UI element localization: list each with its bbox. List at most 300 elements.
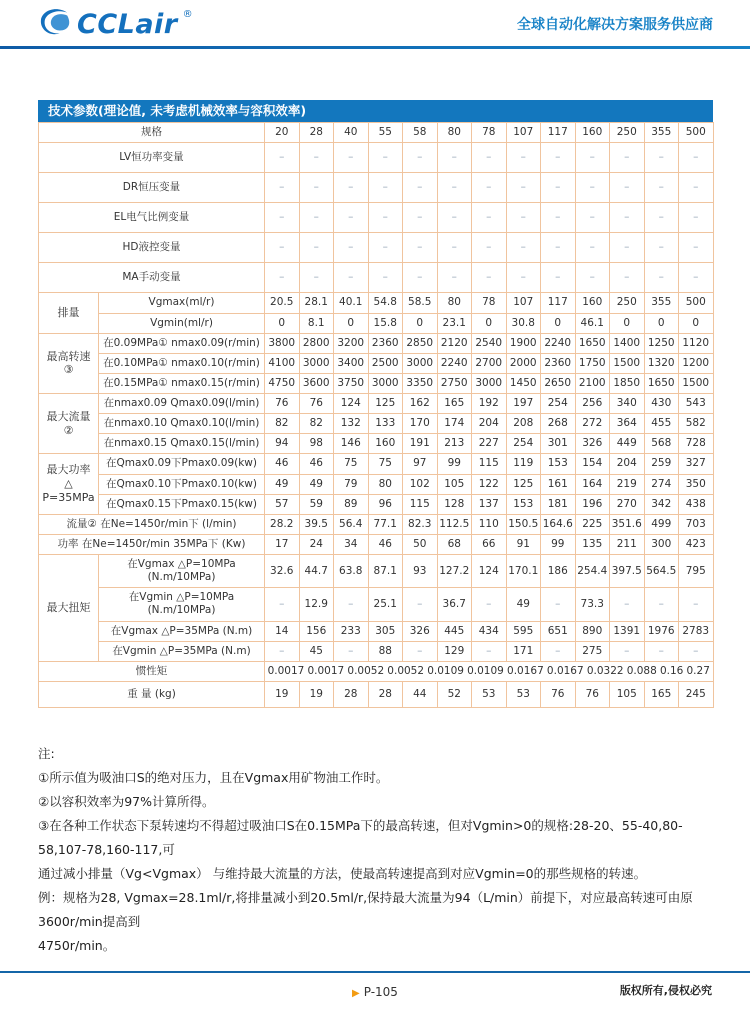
value-text: 0.0109 [427, 664, 464, 677]
value-cell: 96 [368, 494, 403, 514]
value-cell: 342 [644, 494, 679, 514]
value-cell: – [644, 641, 679, 661]
value-cell: – [299, 172, 334, 202]
row-label-cell: 惯性矩 [39, 661, 265, 681]
value-cell: – [472, 203, 507, 233]
value-cell: 355 [644, 122, 679, 142]
value-cell: 1976 [644, 621, 679, 641]
row-label-cell: 在nmax0.15 Qmax0.15(l/min) [99, 434, 265, 454]
page-number [352, 985, 398, 999]
table-row [39, 621, 714, 641]
value-cell: 78 [472, 293, 507, 313]
row-label-cell: Vgmax(ml/r) [99, 293, 265, 313]
table-row [39, 313, 714, 333]
value-cell: 174 [437, 414, 472, 434]
row-label-cell: 在0.09MPa① nmax0.09(r/min) [99, 333, 265, 353]
value-cell: – [334, 641, 369, 661]
value-cell: 500 [679, 122, 714, 142]
value-cell: 582 [679, 414, 714, 434]
value-cell: – [575, 142, 610, 172]
row-label-cell: 功率 在Ne=1450r/min 35MPa下 (Kw) [39, 534, 265, 554]
table-row [39, 263, 714, 293]
value-cell: 91 [506, 534, 541, 554]
value-cell: 164 [575, 474, 610, 494]
value-cell: 2783 [679, 621, 714, 641]
value-cell: 0 [265, 313, 300, 333]
value-cell: 211 [610, 534, 645, 554]
value-cell: 543 [679, 394, 714, 414]
row-label-cell: 重 量 (kg) [39, 681, 265, 707]
value-cell: 88 [368, 641, 403, 661]
value-cell: – [299, 203, 334, 233]
value-cell: 115 [403, 494, 438, 514]
value-cell: 327 [679, 454, 714, 474]
value-cell: – [506, 263, 541, 293]
value-cell: 430 [644, 394, 679, 414]
value-cell: 19 [299, 681, 334, 707]
value-cell: 124 [334, 394, 369, 414]
value-cell: 225 [575, 514, 610, 534]
value-cell: 2240 [437, 353, 472, 373]
row-label-cell: LV恒功率变量 [39, 142, 265, 172]
value-cell: 34 [334, 534, 369, 554]
value-cell: 256 [575, 394, 610, 414]
value-cell: 1200 [679, 353, 714, 373]
value-cell: – [265, 641, 300, 661]
value-text: 0.0322 [586, 664, 624, 677]
value-cell: 0 [541, 313, 576, 333]
page-marker-icon: ▶ [352, 988, 360, 999]
row-label-cell: 在Vgmin △P=10MPa (N.m/10MPa) [99, 588, 265, 621]
value-cell: 117 [541, 293, 576, 313]
value-cell: – [541, 588, 576, 621]
value-cell: 25.1 [368, 588, 403, 621]
value-cell: 254.4 [575, 555, 610, 588]
value-cell: 137 [472, 494, 507, 514]
value-cell: 326 [575, 434, 610, 454]
value-cell: – [644, 233, 679, 263]
table-row [39, 494, 714, 514]
value-cell: 58.5 [403, 293, 438, 313]
value-cell: 30.8 [506, 313, 541, 333]
value-cell: – [679, 641, 714, 661]
value-cell: – [541, 233, 576, 263]
value-cell: 75 [334, 454, 369, 474]
value-cell: 12.9 [299, 588, 334, 621]
value-cell: 795 [679, 555, 714, 588]
cclair-logo [38, 7, 193, 41]
value-cell: – [506, 142, 541, 172]
value-cell: – [644, 263, 679, 293]
table-row [39, 555, 714, 588]
row-label-cell: 在nmax0.10 Qmax0.10(l/min) [99, 414, 265, 434]
footer-row [0, 973, 750, 1000]
value-cell: 3750 [334, 373, 369, 393]
value-cell: 434 [472, 621, 507, 641]
value-cell: 1400 [610, 333, 645, 353]
note-line: 4750r/min。 [38, 938, 116, 953]
row-label-cell: MA手动变量 [39, 263, 265, 293]
value-cell: 2700 [472, 353, 507, 373]
row-label-cell: 在Vgmax △P=35MPa (N.m) [99, 621, 265, 641]
value-cell: 4100 [265, 353, 300, 373]
value-cell: – [679, 263, 714, 293]
row-label-cell: 流量② 在Ne=1450r/min下 (l/min) [39, 514, 265, 534]
value-cell: 80 [368, 474, 403, 494]
value-cell: – [679, 588, 714, 621]
table-row [39, 394, 714, 414]
value-cell: 102 [403, 474, 438, 494]
row-label-cell: 在nmax0.09 Qmax0.09(l/min) [99, 394, 265, 414]
value-cell: 270 [610, 494, 645, 514]
value-cell: 44 [403, 681, 438, 707]
value-cell: 274 [644, 474, 679, 494]
table-row [39, 172, 714, 202]
value-cell: 122 [472, 474, 507, 494]
value-cell: – [679, 142, 714, 172]
note-line: 注: [38, 746, 55, 761]
value-cell: 32.6 [265, 555, 300, 588]
table-row [39, 588, 714, 621]
row-label-cell: 在0.10MPa① nmax0.10(r/min) [99, 353, 265, 373]
table-row [39, 373, 714, 393]
value-cell: 1900 [506, 333, 541, 353]
technical-parameters-table [38, 122, 714, 708]
value-cell: 233 [334, 621, 369, 641]
row-label-cell: DR恒压变量 [39, 172, 265, 202]
value-cell: 351.6 [610, 514, 645, 534]
value-cell: 75 [368, 454, 403, 474]
value-cell: 57 [265, 494, 300, 514]
group-label-cell: 最大流量② [39, 394, 99, 454]
value-cell: 54.8 [368, 293, 403, 313]
value-cell: – [610, 203, 645, 233]
value-cell: 3400 [334, 353, 369, 373]
spec-table-section [38, 100, 713, 708]
value-cell: 40 [334, 122, 369, 142]
value-cell: 23.1 [437, 313, 472, 333]
value-cell: 156 [299, 621, 334, 641]
table-row [39, 293, 714, 313]
value-cell: 2360 [368, 333, 403, 353]
value-cell: 132 [334, 414, 369, 434]
value-cell: – [334, 142, 369, 172]
group-label-cell: 最大功率 △ P=35MPa [39, 454, 99, 514]
value-cell: 150.5 [506, 514, 541, 534]
value-cell: 191 [403, 434, 438, 454]
value-cell: 165 [644, 681, 679, 707]
copyright-text: 版权所有,侵权必究 [619, 984, 712, 997]
value-cell: – [575, 233, 610, 263]
row-label-cell: 在Qmax0.15下Pmax0.15(kw) [99, 494, 265, 514]
value-cell: 124 [472, 555, 507, 588]
value-cell: – [472, 142, 507, 172]
value-cell: – [506, 233, 541, 263]
value-cell: 125 [368, 394, 403, 414]
row-label-cell: Vgmin(ml/r) [99, 313, 265, 333]
value-cell: 46 [368, 534, 403, 554]
value-cell: 208 [506, 414, 541, 434]
value-cell: – [265, 588, 300, 621]
value-cell: 364 [610, 414, 645, 434]
value-cell: – [472, 588, 507, 621]
value-cell: 564.5 [644, 555, 679, 588]
value-cell: – [334, 172, 369, 202]
value-cell: 275 [575, 641, 610, 661]
value-cell: 154 [575, 454, 610, 474]
value-text: 0.088 [626, 664, 657, 677]
value-cell: – [610, 142, 645, 172]
value-cell: 2800 [299, 333, 334, 353]
value-cell: 254 [506, 434, 541, 454]
value-cell: – [610, 172, 645, 202]
value-text: 0.0052 [347, 664, 385, 677]
value-cell: – [644, 142, 679, 172]
value-cell: 46.1 [575, 313, 610, 333]
value-text: 0.27 [686, 664, 710, 677]
value-cell: 129 [437, 641, 472, 661]
value-cell: 46 [299, 454, 334, 474]
value-cell: 76 [575, 681, 610, 707]
value-text: 0.0052 [387, 664, 425, 677]
value-cell: 301 [541, 434, 576, 454]
value-cell: 0 [644, 313, 679, 333]
value-cell: 305 [368, 621, 403, 641]
value-cell: 1650 [575, 333, 610, 353]
page-number-text: P-105 [363, 985, 398, 999]
value-cell: – [610, 233, 645, 263]
table-row [39, 534, 714, 554]
value-cell: 28.1 [299, 293, 334, 313]
value-cell: 165 [437, 394, 472, 414]
value-cell: 197 [506, 394, 541, 414]
table-row [39, 233, 714, 263]
group-label-cell: 最高转速③ [39, 333, 99, 393]
value-cell: 3000 [299, 353, 334, 373]
value-cell: 455 [644, 414, 679, 434]
value-cell: 160 [575, 122, 610, 142]
value-cell: 423 [679, 534, 714, 554]
value-cell: – [541, 203, 576, 233]
value-cell: 28 [299, 122, 334, 142]
value-cell: – [368, 203, 403, 233]
value-cell: 94 [265, 434, 300, 454]
value-cell: 2650 [541, 373, 576, 393]
value-cell: 3000 [472, 373, 507, 393]
value-cell: 58 [403, 122, 438, 142]
value-cell: 1500 [679, 373, 714, 393]
value-cell: 125 [506, 474, 541, 494]
value-cell: 8.1 [299, 313, 334, 333]
row-label-cell: 在Qmax0.10下Pmax0.10(kw) [99, 474, 265, 494]
value-cell: 326 [403, 621, 438, 641]
value-cell: 250 [610, 122, 645, 142]
table-row [39, 142, 714, 172]
value-cell: 196 [575, 494, 610, 514]
value-cell: 1850 [610, 373, 645, 393]
row-label-cell: HD液控变量 [39, 233, 265, 263]
value-cell: 161 [541, 474, 576, 494]
value-cell: – [334, 263, 369, 293]
value-cell: 449 [610, 434, 645, 454]
value-cell: 15.8 [368, 313, 403, 333]
value-cell: 250 [610, 293, 645, 313]
value-cell: – [403, 588, 438, 621]
value-cell: 0 [472, 313, 507, 333]
row-label-cell: 规格 [39, 122, 265, 142]
value-cell: 204 [472, 414, 507, 434]
value-cell: – [679, 203, 714, 233]
row-label-cell: 在Vgmax △P=10MPa (N.m/10MPa) [99, 555, 265, 588]
value-cell: – [575, 172, 610, 202]
value-text: 0.0109 [467, 664, 504, 677]
value-cell: 153 [541, 454, 576, 474]
value-text: 0.16 [659, 664, 684, 677]
note-line: 例：规格为28, Vgmax=28.1ml/r,将排量减小到20.5ml/r,保持最大流量为94（L/min）前提下，对应最高转速可由原3600r/min提高到 [38, 890, 693, 929]
value-cell: – [403, 142, 438, 172]
value-cell: 55 [368, 122, 403, 142]
value-cell: 3350 [403, 373, 438, 393]
value-cell: 0 [679, 313, 714, 333]
value-cell: 24 [299, 534, 334, 554]
value-cell: – [472, 641, 507, 661]
value-cell: 1500 [610, 353, 645, 373]
value-cell: 2120 [437, 333, 472, 353]
value-cell: 56.4 [334, 514, 369, 534]
value-cell: – [403, 263, 438, 293]
value-cell: 39.5 [299, 514, 334, 534]
value-cell: 0 [334, 313, 369, 333]
value-cell: 77.1 [368, 514, 403, 534]
value-cell: 115 [472, 454, 507, 474]
value-cell: 20.5 [265, 293, 300, 313]
row-label-cell: 在Vgmin △P=35MPa (N.m) [99, 641, 265, 661]
logo-swoosh-icon [38, 7, 72, 41]
value-cell: 146 [334, 434, 369, 454]
value-cell: 73.3 [575, 588, 610, 621]
value-cell: 52 [437, 681, 472, 707]
value-cell: – [334, 588, 369, 621]
value-cell: – [368, 142, 403, 172]
value-cell: – [506, 172, 541, 202]
value-cell: 160 [368, 434, 403, 454]
value-cell: 28 [334, 681, 369, 707]
value-cell: – [679, 233, 714, 263]
value-cell: 63.8 [334, 555, 369, 588]
value-cell: 160 [575, 293, 610, 313]
value-cell: – [334, 203, 369, 233]
value-cell: 2850 [403, 333, 438, 353]
note-line: ③在各种工作状态下泵转速均不得超过吸油口S在0.15MPa下的最高转速，但对Vgmin>0的规格:28-20、55-40,80-58,107-78,160-117,可 [38, 818, 683, 857]
value-cell: 36.7 [437, 588, 472, 621]
page-footer [0, 971, 750, 1000]
value-cell: 181 [541, 494, 576, 514]
value-cell: 19 [265, 681, 300, 707]
value-cell: 300 [644, 534, 679, 554]
value-cell: 93 [403, 555, 438, 588]
value-cell: – [575, 203, 610, 233]
value-cell: 259 [644, 454, 679, 474]
value-cell: 82.3 [403, 514, 438, 534]
value-cell: 204 [610, 454, 645, 474]
table-row [39, 681, 714, 707]
table-row [39, 474, 714, 494]
value-cell: – [437, 263, 472, 293]
value-cell: 2240 [541, 333, 576, 353]
value-cell: – [437, 203, 472, 233]
value-cell: 20 [265, 122, 300, 142]
group-label-cell: 最大扭矩 [39, 555, 99, 662]
value-cell [265, 661, 714, 681]
value-cell: 164.6 [541, 514, 576, 534]
value-cell: – [610, 263, 645, 293]
value-cell: 3600 [299, 373, 334, 393]
registered-mark: ® [182, 9, 193, 20]
value-cell: – [679, 172, 714, 202]
value-cell: – [541, 142, 576, 172]
value-cell: 135 [575, 534, 610, 554]
value-cell: 117 [541, 122, 576, 142]
group-label-cell: 排量 [39, 293, 99, 333]
value-cell: 170.1 [506, 555, 541, 588]
page-header [0, 0, 750, 46]
table-row [39, 203, 714, 233]
value-cell: – [403, 203, 438, 233]
value-cell: 28 [368, 681, 403, 707]
value-cell: 89 [334, 494, 369, 514]
value-cell: – [541, 172, 576, 202]
value-cell: 105 [610, 681, 645, 707]
value-cell: 97 [403, 454, 438, 474]
value-cell: 2100 [575, 373, 610, 393]
value-cell: – [265, 263, 300, 293]
value-cell: 1750 [575, 353, 610, 373]
value-cell: 68 [437, 534, 472, 554]
value-cell: 76 [541, 681, 576, 707]
value-cell: 3000 [403, 353, 438, 373]
value-cell: 170 [403, 414, 438, 434]
value-cell: – [472, 263, 507, 293]
value-cell: 14 [265, 621, 300, 641]
value-cell: – [299, 233, 334, 263]
row-label-cell: 在Qmax0.09下Pmax0.09(kw) [99, 454, 265, 474]
value-cell: 651 [541, 621, 576, 641]
value-cell: – [368, 233, 403, 263]
table-title: 技术参数(理论值, 未考虑机械效率与容积效率) [38, 100, 713, 122]
value-cell: 1450 [506, 373, 541, 393]
value-cell: 1391 [610, 621, 645, 641]
value-cell: 397.5 [610, 555, 645, 588]
value-cell: 272 [575, 414, 610, 434]
header-divider [0, 46, 750, 49]
table-row [39, 661, 714, 681]
value-cell: 890 [575, 621, 610, 641]
value-cell: 245 [679, 681, 714, 707]
table-row [39, 454, 714, 474]
value-cell: – [644, 203, 679, 233]
value-cell: – [334, 233, 369, 263]
value-cell: 127.2 [437, 555, 472, 588]
value-cell: 17 [265, 534, 300, 554]
value-cell: 76 [265, 394, 300, 414]
value-cell: 76 [299, 394, 334, 414]
value-text: 0.0167 [507, 664, 544, 677]
value-cell: – [265, 142, 300, 172]
value-cell: – [437, 172, 472, 202]
value-cell: 227 [472, 434, 507, 454]
table-row [39, 434, 714, 454]
value-cell: 1650 [644, 373, 679, 393]
